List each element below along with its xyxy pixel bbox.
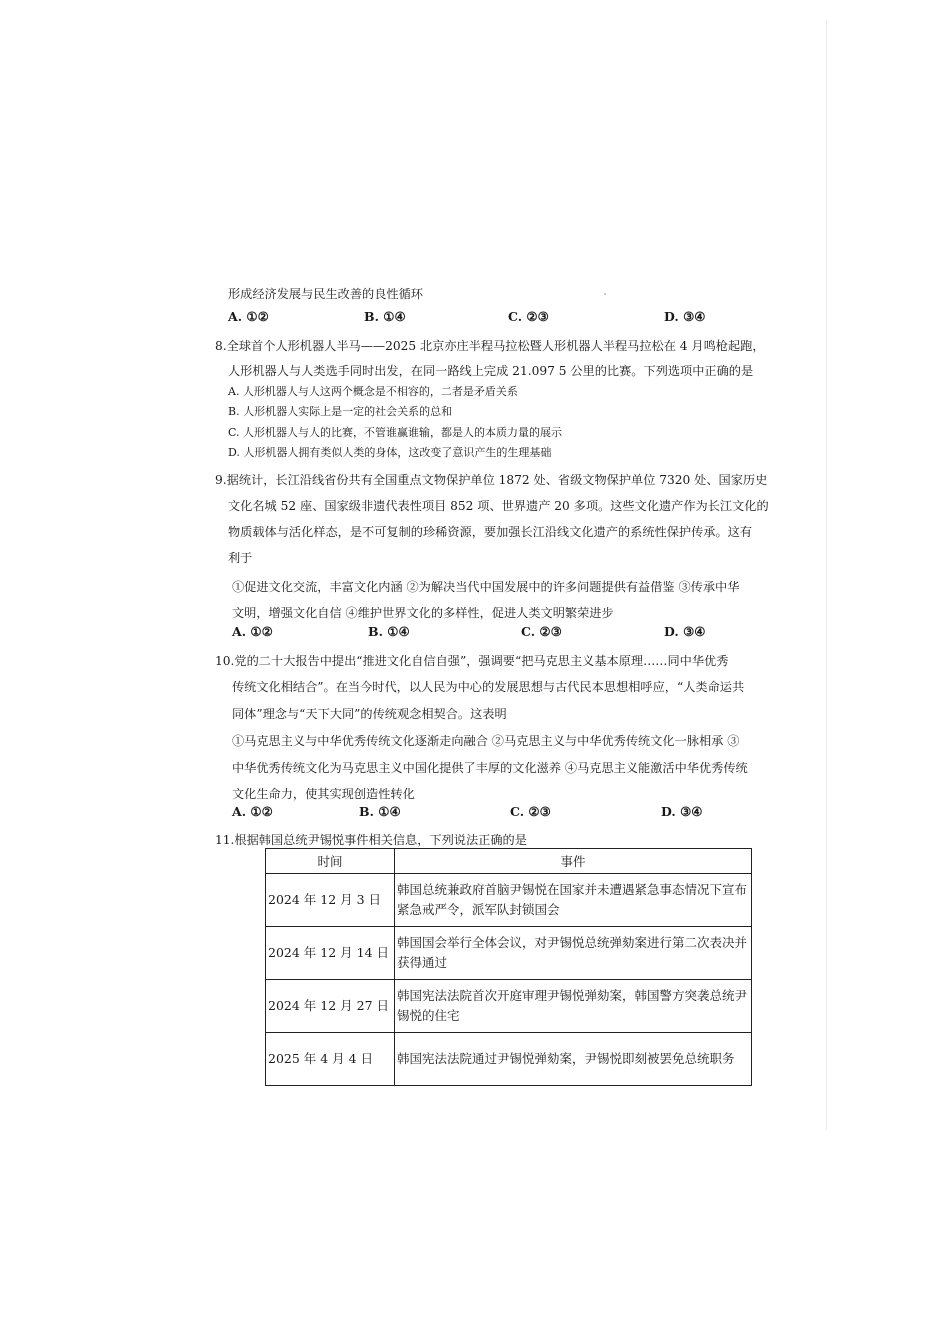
row-event: 韩国国会举行全体会议，对尹锡悦总统弹劾案进行第二次表决并获得通过 [395,927,752,980]
row-date: 2025 年 4 月 4 日 [266,1033,395,1086]
prev-option-a: A. ①② [228,309,269,324]
header-time: 时间 [266,849,395,874]
q8-option-a: A. 人形机器人与人这两个概念是不相容的，二者是矛盾关系 [228,385,518,398]
scan-speck [604,293,606,295]
q10-statements-line-2: 中华优秀传统文化为马克思主义中国化提供了丰厚的文化滋养 ④马克思主义能激活中华优秀传统 [232,761,748,775]
row-event: 韩国总统兼政府首脑尹锡悦在国家并未遭遇紧急事态情况下宣布紧急戒严令，派军队封锁国会 [395,874,752,927]
q9-option-d: D. ③④ [664,624,706,639]
prev-option-b: B. ①④ [364,309,406,324]
q8-stem-line-1: 8.全球首个人形机器人半马——2025 北京亦庄半程马拉松暨人形机器人半程马拉松在 4 月鸣枪起跑， [215,339,765,353]
scan-edge [826,20,827,1130]
q10-statements-line-3: 文化生命力，使其实现创造性转化 [232,787,415,801]
q8-stem-line-2: 人形机器人与人类选手同时出发，在同一路线上完成 21.097 5 公里的比赛。下列选项中正确的是 [228,364,754,378]
table-row [266,980,752,1033]
prev-question-tail: 形成经济发展与民生改善的良性循环 [228,287,423,301]
q8-option-c: C. 人形机器人与人的比赛，不管谁赢谁输，都是人的本质力量的展示 [228,426,563,439]
event-table [265,848,752,1086]
row-date: 2024 年 12 月 27 日 [266,980,395,1033]
table-row [266,1033,752,1086]
row-date: 2024 年 12 月 3 日 [266,874,395,927]
q10-option-d: D. ③④ [661,804,703,819]
q9-option-b: B. ①④ [368,624,410,639]
q10-option-c: C. ②③ [510,804,551,819]
table-row [266,927,752,980]
prev-option-d: D. ③④ [664,309,706,324]
row-event: 韩国宪法法院首次开庭审理尹锡悦弹劾案，韩国警方突袭总统尹锡悦的住宅 [395,980,752,1033]
row-date: 2024 年 12 月 14 日 [266,927,395,980]
q9-stem-line-4: 利于 [228,551,253,565]
prev-option-c: C. ②③ [508,309,549,324]
q9-option-c: C. ②③ [521,624,562,639]
q10-statements-line-1: ①马克思主义与中华优秀传统文化逐渐走向融合 ②马克思主义与中华优秀传统文化一脉相承 ③ [232,734,740,748]
q9-stem-line-1: 9.据统计，长江沿线省份共有全国重点文物保护单位 1872 处、省级文物保护单位 7320 处、国家历史 [215,473,768,487]
q10-option-a: A. ①② [232,804,273,819]
q9-stem-line-3: 物质载体与活化样态，是不可复制的珍稀资源，要加强长江沿线文化遗产的系统性保护传承。这有 [228,525,753,539]
q9-option-a: A. ①② [232,624,273,639]
q10-stem-line-2: 传统文化相结合”。在当今时代，以人民为中心的发展思想与古代民本思想相呼应，“人类命运共 [232,680,745,694]
table-header-row [266,849,752,874]
q10-stem-line-3: 同体”理念与“天下大同”的传统观念相契合。这表明 [232,707,507,721]
q9-stem-line-2: 文化名城 52 座、国家级非遗代表性项目 852 项、世界遗产 20 多项。这些文化遗产作为长江文化的 [228,499,769,513]
q8-option-b: B. 人形机器人实际上是一定的社会关系的总和 [228,405,453,418]
q10-stem-line-1: 10.党的二十大报告中提出“推进文化自信自强”，强调要“把马克思主义基本原理……同中华优秀 [215,654,729,668]
row-event: 韩国宪法法院通过尹锡悦弹劾案，尹锡悦即刻被罢免总统职务 [395,1033,752,1086]
q10-option-b: B. ①④ [359,804,401,819]
header-event: 事件 [395,849,752,874]
q9-statements-line-2: 文明，增强文化自信 ④维护世界文化的多样性，促进人类文明繁荣进步 [232,606,614,620]
q8-option-d: D. 人形机器人拥有类似人类的身体，这改变了意识产生的生理基础 [228,446,552,459]
q9-statements-line-1: ①促进文化交流，丰富文化内涵 ②为解决当代中国发展中的许多问题提供有益借鉴 ③传承中华 [232,580,740,594]
table-row [266,874,752,927]
q11-stem: 11.根据韩国总统尹锡悦事件相关信息，下列说法正确的是 [215,833,527,847]
